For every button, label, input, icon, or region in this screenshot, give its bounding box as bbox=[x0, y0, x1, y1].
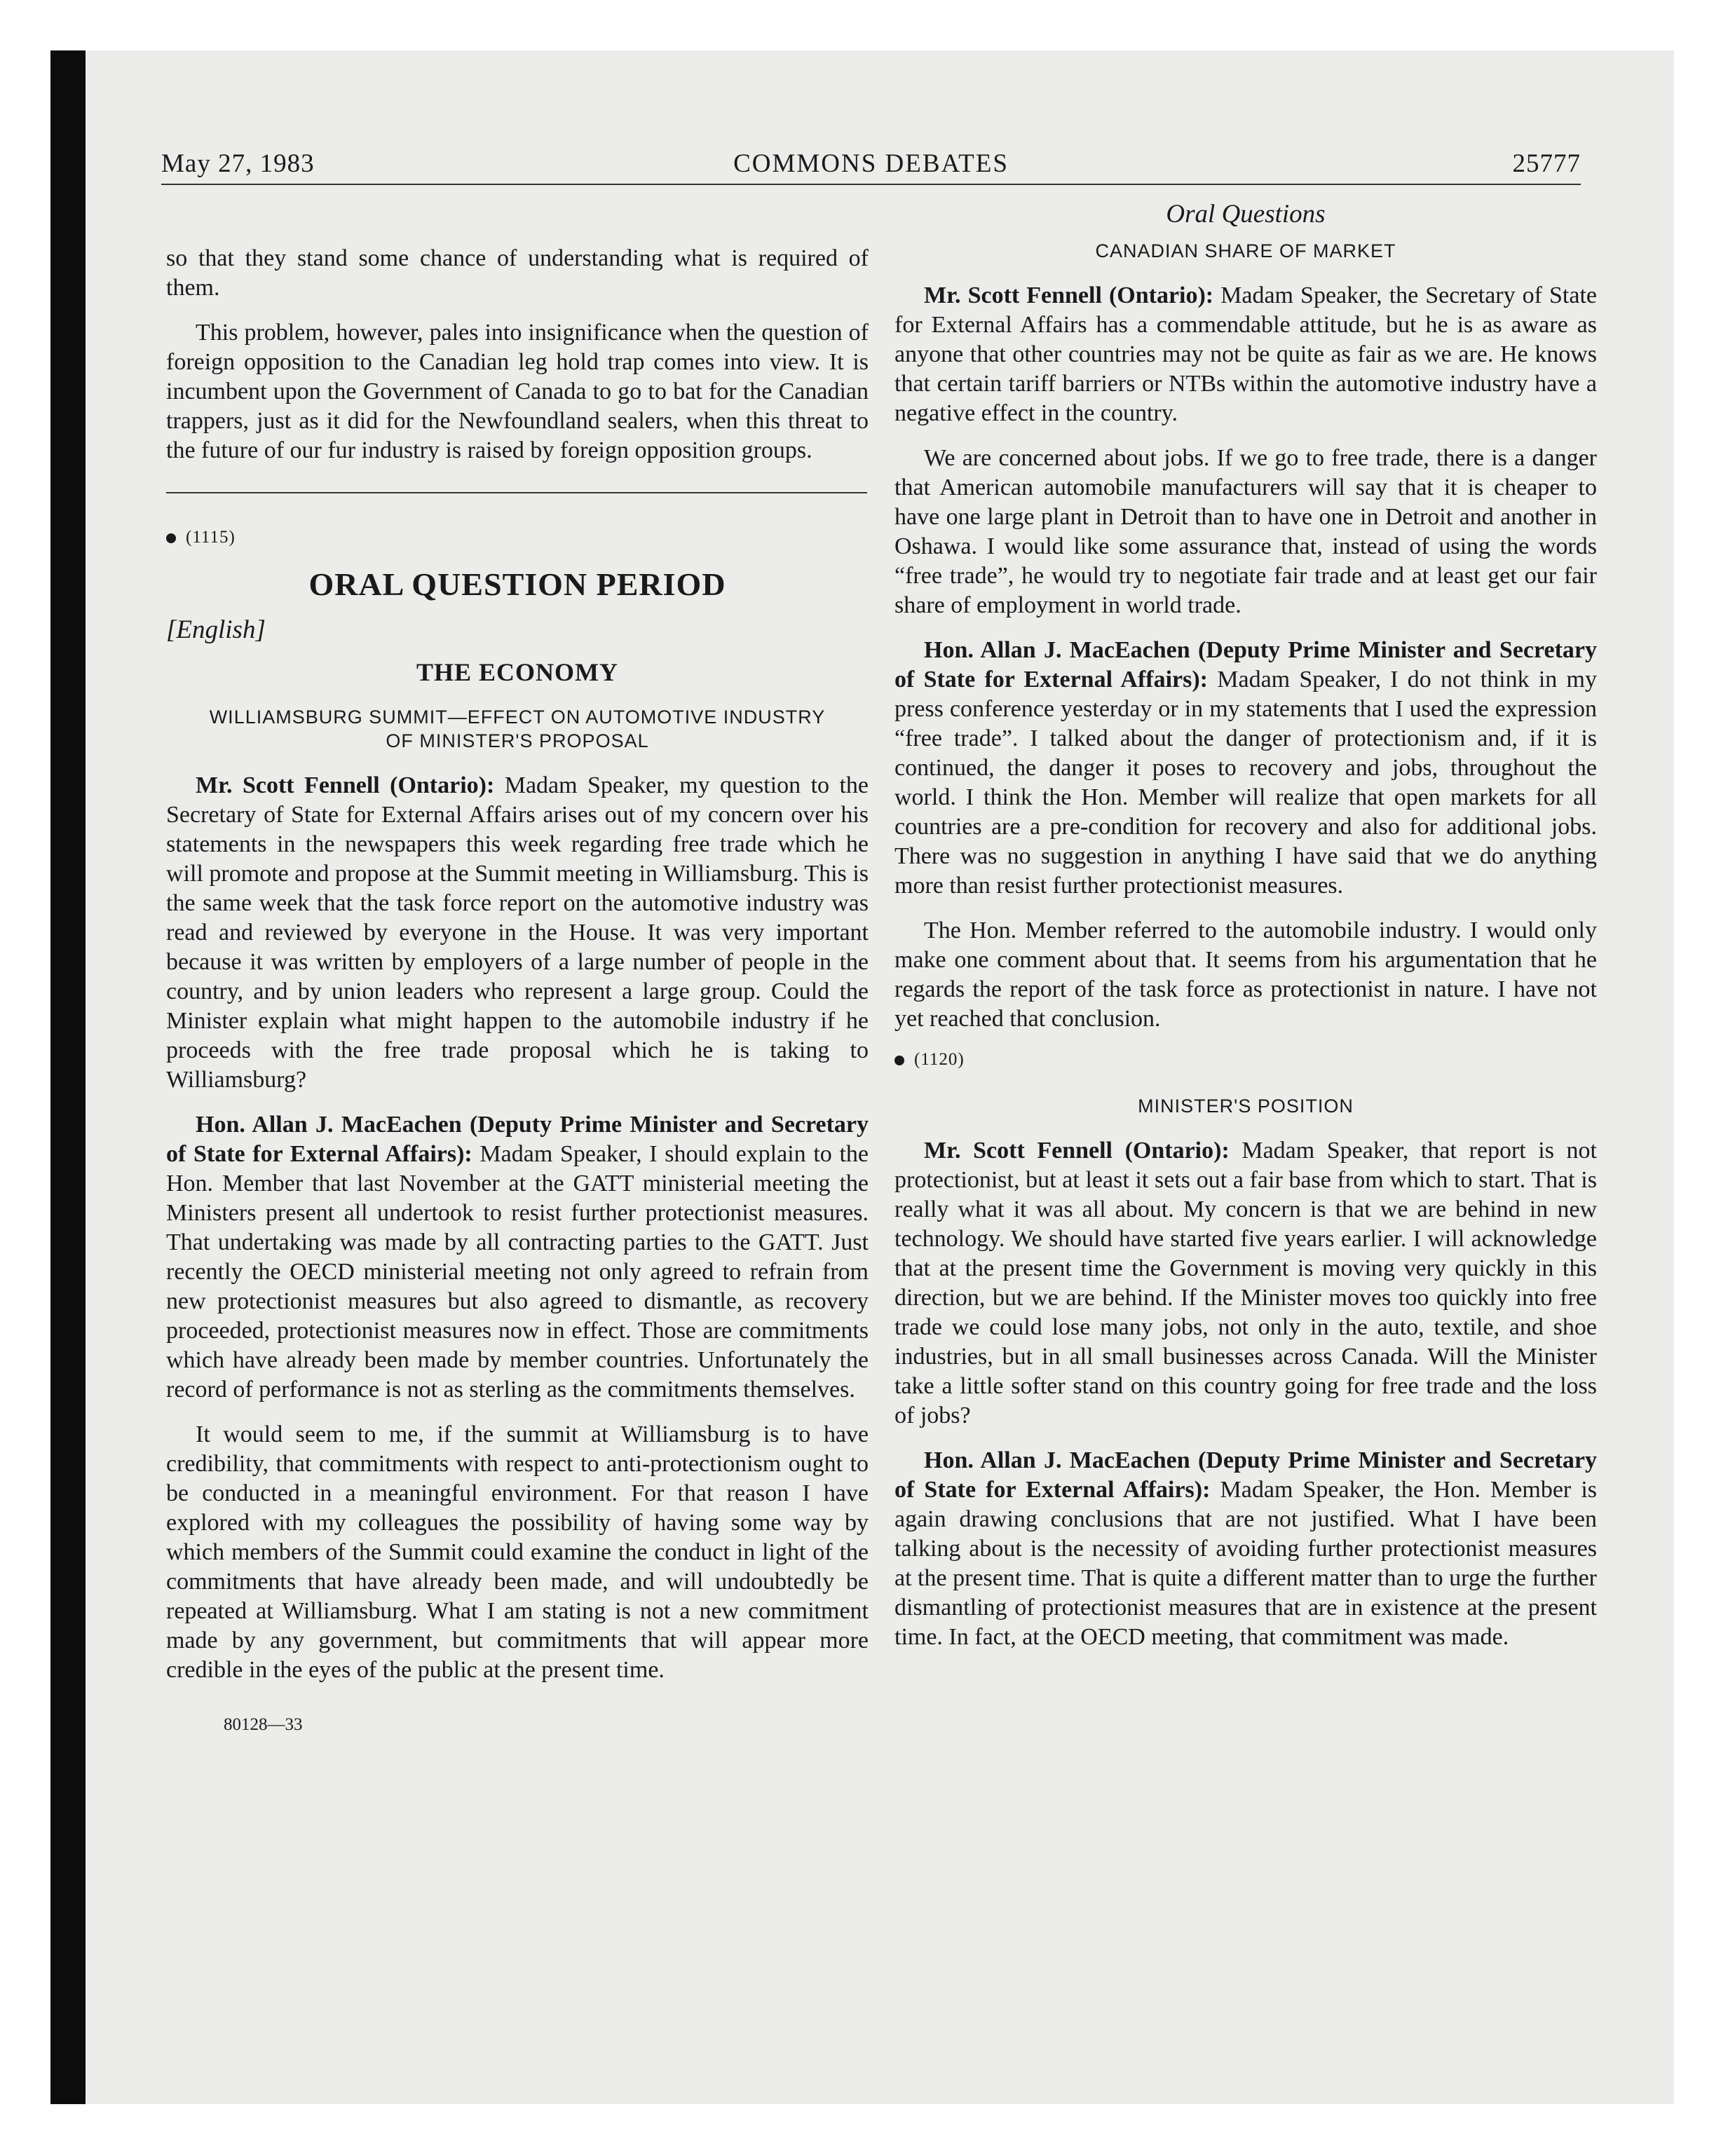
footer-code: 80128—33 bbox=[224, 1715, 303, 1734]
topic-heading-line1: WILLIAMSBURG SUMMIT—EFFECT ON AUTOMOTIVE INDUSTRY bbox=[209, 707, 826, 728]
right-column bbox=[894, 200, 1597, 1667]
speech-paragraph: We are concerned about jobs. If we go to free trade, there is a danger that American automobile manufacturers will say that it is cheaper to have one large plant in Detroit than to have one in Detroit and another in Oshawa. I would like some assurance that, instead of using the words “free trade”, he would try to negotiate fair trade and at least get our fair share of employment in world trade. bbox=[894, 445, 1597, 618]
speech-paragraph bbox=[166, 1110, 869, 1405]
bullet-icon bbox=[166, 533, 176, 543]
left-column bbox=[166, 244, 869, 1740]
section-divider bbox=[166, 492, 867, 493]
topic-heading: CANADIAN SHARE OF MARKET bbox=[1095, 240, 1396, 261]
topic-heading bbox=[166, 705, 869, 753]
speech-text: Madam Speaker, I do not think in my press conference yesterday or in my statements that I used the expression “free trade”. I talked about the danger of protectionism and, if it is continued, the danger it poses to recovery and jobs, throughout the world. I think the Hon. Member will realize that open markets for all countries are a pre-condition for recovery and also for additional jobs. There was no suggestion in anything I have said that we do anything more than resist further protectionist measures. bbox=[894, 667, 1597, 899]
subject-heading: THE ECONOMY bbox=[416, 658, 618, 686]
section-title: ORAL QUESTION PERIOD bbox=[308, 566, 726, 602]
speaker-name: Hon. Allan J. MacEachen (Deputy Prime Minister and Secretary of State for External Affairs): bbox=[894, 637, 1597, 692]
bullet-icon bbox=[894, 1056, 904, 1065]
speech-paragraph: It would seem to me, if the summit at Williamsburg is to have credibility, that commitments with respect to anti-protectionism ought to be conducted in a meaningful environment. For that reason I have explored with my colleagues the possibility of having some way by which members of the Summit could examine the conduct in light of the commitments that have already been made, and will undoubtedly be repeated at Williamsburg. What I am stating is not a new commitment made by any government, but commitments that will appear more credible in the eyes of the public at the present time. bbox=[166, 1421, 869, 1683]
speaker-name: Mr. Scott Fennell (Ontario): bbox=[196, 772, 495, 798]
time-marker bbox=[894, 1049, 1597, 1070]
speech-text: Madam Speaker, that report is not protectionist, but at least it sets out a fair base from which to start. That is really what it was all about. My concern is that we are behind in new technology. We should have started five years earlier. I will acknowledge that at the present time the Government is moving very quickly in this direction, but we are behind. If the Minister moves too quickly into free trade we could lose many jobs, not only in the auto, textile, and shoe industries, but in all small businesses across Canada. Will the Minister take a little softer stand on this country going for free trade and the loss of jobs? bbox=[894, 1138, 1597, 1428]
header-date: May 27, 1983 bbox=[161, 149, 315, 178]
speech-paragraph bbox=[166, 771, 869, 1095]
topic-heading-line2: OF MINISTER'S PROPOSAL bbox=[386, 730, 649, 751]
scan-edge-shadow bbox=[50, 50, 86, 2104]
speech-paragraph bbox=[894, 636, 1597, 901]
speech-text: Madam Speaker, my question to the Secretary of State for External Affairs arises out of my concern over his statements in the newspapers this week regarding free trade which he will promote and propose at the Summit meeting in Williamsburg. This is the same week that the task force report on the automotive industry was read and reviewed by everyone in the House. It was very important because it was written by employers of a large number of people in the country, and by union leaders who represent a large group. Could the Minister explain what might happen to the automobile industry if he proceeds with the free trade proposal which he is taking to Williamsburg? bbox=[166, 772, 869, 1093]
speaker-name: Mr. Scott Fennell (Ontario): bbox=[924, 282, 1214, 308]
scan-margin bbox=[0, 0, 50, 2156]
rubric-heading: Oral Questions bbox=[1166, 200, 1326, 228]
speech-text: Madam Speaker, the Secretary of State for External Affairs has a commendable attitude, but he is as aware as anyone that other countries may not be quite as fair as we are. He knows that certain tariff barriers or NTBs within the automotive industry have a negative effect in the country. bbox=[894, 282, 1597, 426]
fur-industry-paragraph: This problem, however, pales into insignificance when the question of foreign opposition to the Canadian leg hold trap comes into view. It is incumbent upon the Government of Canada to go to bat for the Canadian trappers, just as it did for the Newfoundland sealers, when this threat to the future of our fur industry is raised by foreign opposition groups. bbox=[166, 320, 869, 463]
time-marker bbox=[166, 527, 869, 548]
speaker-name: Hon. Allan J. MacEachen (Deputy Prime Minister and Secretary of State for External Affairs): bbox=[894, 1447, 1597, 1503]
time-marker-text: (1115) bbox=[186, 528, 236, 547]
topic-heading: MINISTER'S POSITION bbox=[1138, 1096, 1354, 1117]
time-marker-text: (1120) bbox=[914, 1050, 965, 1069]
speech-paragraph bbox=[894, 281, 1597, 428]
header-rule bbox=[161, 184, 1581, 185]
speaker-name: Hon. Allan J. MacEachen (Deputy Prime Minister and Secretary of State for External Affairs): bbox=[166, 1112, 869, 1167]
running-header bbox=[161, 149, 1581, 185]
continuation-paragraph: so that they stand some chance of understanding what is required of them. bbox=[166, 245, 869, 301]
speech-text: Madam Speaker, I should explain to the Hon. Member that last November at the GATT ministerial meeting the Ministers present all undertook to resist further protectionist measures. That undertaking was made by all contracting parties to the GATT. Just recently the OECD ministerial meeting not only agreed to refrain from new protectionist measures but also agreed to dismantle, as recovery proceeded, protectionist measures now in effect. Those are commitments which have already been made by member countries. Unfortunately the record of performance is not as sterling as the commitments themselves. bbox=[166, 1141, 869, 1403]
speech-paragraph bbox=[894, 1136, 1597, 1431]
speech-paragraph: The Hon. Member referred to the automobile industry. I would only make one comment about that. It seems from his argumentation that he regards the report of the task force as protectionist in nature. I have not yet reached that conclusion. bbox=[894, 917, 1597, 1032]
header-page-number: 25777 bbox=[1512, 149, 1581, 178]
header-journal-title: COMMONS DEBATES bbox=[733, 149, 1009, 178]
speech-text: Madam Speaker, the Hon. Member is again drawing conclusions that are not justified. What I have been talking about is the necessity of avoiding further protectionist measures at the present time. That is quite a different matter than to urge the further dismantling of protectionist measures that are in existence at the present time. In fact, at the OECD meeting, that commitment was made. bbox=[894, 1477, 1598, 1650]
speaker-name: Mr. Scott Fennell (Ontario): bbox=[924, 1138, 1230, 1164]
speech-paragraph bbox=[894, 1446, 1597, 1652]
language-note: [English] bbox=[166, 615, 266, 644]
